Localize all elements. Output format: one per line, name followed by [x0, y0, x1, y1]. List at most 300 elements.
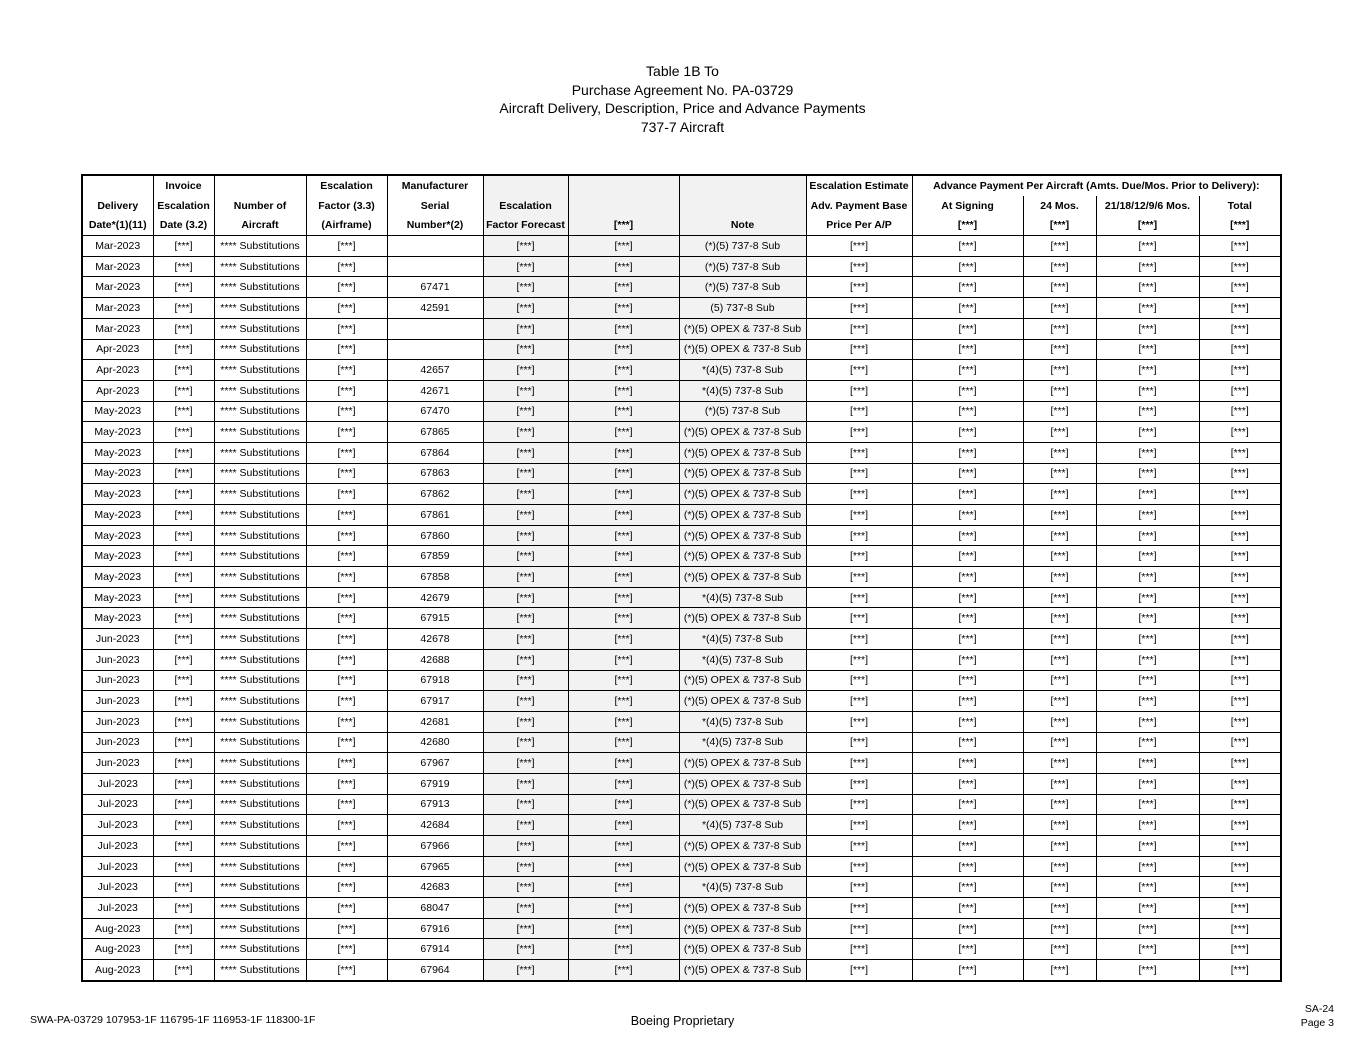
table-cell: [***]	[568, 298, 679, 319]
table-cell: [***]	[912, 711, 1023, 732]
table-cell: [***]	[806, 939, 912, 960]
table-cell: [***]	[1096, 773, 1199, 794]
table-cell: [***]	[1023, 670, 1096, 691]
header-cell	[568, 175, 679, 196]
table-cell: [***]	[568, 401, 679, 422]
table-cell: (*)(5) OPEX & 737-8 Sub	[679, 442, 806, 463]
table-cell: Jul-2023	[82, 794, 153, 815]
table-cell: Aug-2023	[82, 960, 153, 981]
table-cell: [***]	[1096, 649, 1199, 670]
table-cell: [***]	[1023, 649, 1096, 670]
table-cell: Jul-2023	[82, 856, 153, 877]
table-cell: *(4)(5) 737-8 Sub	[679, 587, 806, 608]
table-cell: [***]	[568, 463, 679, 484]
table-cell: [***]	[806, 546, 912, 567]
table-cell: (*)(5) OPEX & 737-8 Sub	[679, 898, 806, 919]
table-cell: [***]	[306, 505, 387, 526]
table-cell: [***]	[1096, 815, 1199, 836]
table-cell: [***]	[1023, 732, 1096, 753]
table-cell: Jun-2023	[82, 691, 153, 712]
table-cell: [***]	[1023, 256, 1096, 277]
table-cell: (*)(5) 737-8 Sub	[679, 277, 806, 298]
table-cell: [***]	[483, 918, 568, 939]
table-cell: [***]	[1096, 960, 1199, 981]
table-cell: [***]	[1199, 732, 1281, 753]
table-cell: [***]	[483, 567, 568, 588]
table-cell: [***]	[806, 691, 912, 712]
table-cell: [***]	[912, 298, 1023, 319]
table-cell: [***]	[306, 380, 387, 401]
table-row	[82, 732, 1281, 753]
table-cell: [***]	[483, 815, 568, 836]
table-cell: [***]	[1096, 629, 1199, 650]
table-cell: [***]	[806, 794, 912, 815]
table-cell: **** Substitutions	[214, 442, 306, 463]
table-cell: May-2023	[82, 546, 153, 567]
table-cell: May-2023	[82, 422, 153, 443]
table-cell: [***]	[1199, 463, 1281, 484]
table-cell: [***]	[1199, 360, 1281, 381]
table-cell: [***]	[912, 856, 1023, 877]
table-cell: **** Substitutions	[214, 277, 306, 298]
table-row	[82, 691, 1281, 712]
table-cell: **** Substitutions	[214, 918, 306, 939]
table-row	[82, 898, 1281, 919]
table-cell: [***]	[1199, 608, 1281, 629]
table-row	[82, 836, 1281, 857]
table-cell: [***]	[483, 939, 568, 960]
table-cell: (*)(5) OPEX & 737-8 Sub	[679, 525, 806, 546]
table-cell: 42657	[387, 360, 483, 381]
table-row	[82, 318, 1281, 339]
table-cell: 42681	[387, 711, 483, 732]
table-cell: [***]	[568, 277, 679, 298]
table-cell: [***]	[912, 546, 1023, 567]
table-cell: **** Substitutions	[214, 298, 306, 319]
table-cell: [***]	[568, 442, 679, 463]
header-cell: Factor (3.3)	[306, 196, 387, 216]
table-cell: May-2023	[82, 525, 153, 546]
table-cell: [***]	[1199, 691, 1281, 712]
table-cell: [***]	[912, 794, 1023, 815]
table-cell: [***]	[483, 484, 568, 505]
header-cell: Escalation	[153, 196, 214, 216]
table-cell: [***]	[153, 608, 214, 629]
table-cell: 42688	[387, 649, 483, 670]
table-cell: (5) 737-8 Sub	[679, 298, 806, 319]
table-cell: [***]	[483, 732, 568, 753]
table-cell: **** Substitutions	[214, 339, 306, 360]
header-cell: Invoice	[153, 175, 214, 196]
table-cell: [***]	[483, 670, 568, 691]
table-cell: [***]	[1023, 380, 1096, 401]
table-cell: [***]	[806, 380, 912, 401]
table-cell: [***]	[1199, 629, 1281, 650]
table-cell	[387, 339, 483, 360]
footer-sa-number: SA-24	[1304, 1003, 1334, 1015]
table-cell: [***]	[1199, 960, 1281, 981]
table-cell: [***]	[1023, 546, 1096, 567]
table-cell: [***]	[1023, 691, 1096, 712]
table-cell: [***]	[1023, 629, 1096, 650]
table-cell: [***]	[1199, 442, 1281, 463]
table-cell: [***]	[306, 670, 387, 691]
table-cell: [***]	[1023, 877, 1096, 898]
table-cell: May-2023	[82, 484, 153, 505]
table-cell: [***]	[806, 525, 912, 546]
table-cell: Apr-2023	[82, 380, 153, 401]
table-cell: [***]	[306, 836, 387, 857]
table-cell: [***]	[1096, 918, 1199, 939]
table-cell: [***]	[1096, 836, 1199, 857]
table-cell: 67865	[387, 422, 483, 443]
table-cell: [***]	[912, 732, 1023, 753]
table-cell: [***]	[568, 567, 679, 588]
table-cell: [***]	[806, 711, 912, 732]
table-row	[82, 256, 1281, 277]
table-cell: [***]	[153, 691, 214, 712]
table-cell: [***]	[306, 691, 387, 712]
header-cell: Adv. Payment Base	[806, 196, 912, 216]
table-cell: [***]	[153, 525, 214, 546]
table-cell: [***]	[1199, 484, 1281, 505]
table-cell	[387, 236, 483, 257]
table-row	[82, 525, 1281, 546]
table-cell: [***]	[483, 649, 568, 670]
table-cell: Mar-2023	[82, 298, 153, 319]
table-cell: [***]	[1023, 918, 1096, 939]
table-cell: 67966	[387, 836, 483, 857]
table-cell: 42671	[387, 380, 483, 401]
table-cell: Mar-2023	[82, 318, 153, 339]
table-cell: [***]	[1096, 877, 1199, 898]
table-row	[82, 918, 1281, 939]
table-cell: [***]	[1199, 318, 1281, 339]
header-cell: At Signing	[912, 196, 1023, 216]
table-cell: (*)(5) OPEX & 737-8 Sub	[679, 318, 806, 339]
table-cell: [***]	[153, 546, 214, 567]
table-cell: [***]	[153, 670, 214, 691]
table-cell: [***]	[483, 794, 568, 815]
table-cell: 67470	[387, 401, 483, 422]
table-cell: [***]	[153, 711, 214, 732]
table-cell: **** Substitutions	[214, 505, 306, 526]
table-cell: May-2023	[82, 401, 153, 422]
table-cell: **** Substitutions	[214, 567, 306, 588]
table-cell: [***]	[1096, 898, 1199, 919]
table-cell: **** Substitutions	[214, 236, 306, 257]
table-cell: **** Substitutions	[214, 649, 306, 670]
table-cell: **** Substitutions	[214, 877, 306, 898]
header-cell	[679, 196, 806, 216]
table-cell: (*)(5) 737-8 Sub	[679, 401, 806, 422]
table-cell: [***]	[306, 815, 387, 836]
table-cell: [***]	[912, 256, 1023, 277]
table-cell: [***]	[483, 277, 568, 298]
table-cell: [***]	[1199, 298, 1281, 319]
table-cell: [***]	[153, 484, 214, 505]
table-cell: [***]	[568, 898, 679, 919]
table-cell: 67967	[387, 753, 483, 774]
table-cell: [***]	[153, 732, 214, 753]
table-cell: **** Substitutions	[214, 815, 306, 836]
table-cell: [***]	[306, 753, 387, 774]
table-cell: [***]	[568, 236, 679, 257]
table-cell: **** Substitutions	[214, 732, 306, 753]
table-cell: (*)(5) OPEX & 737-8 Sub	[679, 608, 806, 629]
table-row	[82, 753, 1281, 774]
table-cell	[387, 256, 483, 277]
table-cell: [***]	[1199, 815, 1281, 836]
header-cell	[214, 175, 306, 196]
table-cell: 42684	[387, 815, 483, 836]
table-cell: [***]	[483, 298, 568, 319]
table-cell: 67864	[387, 442, 483, 463]
table-cell: [***]	[1023, 401, 1096, 422]
table-cell: 67863	[387, 463, 483, 484]
advance-payment-header: Advance Payment Per Aircraft (Amts. Due/Mos. Prior to Delivery):	[912, 175, 1281, 196]
header-cell: Date*(1)(11)	[82, 215, 153, 235]
table-cell: **** Substitutions	[214, 856, 306, 877]
table-cell: [***]	[1096, 256, 1199, 277]
header-cell: [***]	[1199, 215, 1281, 235]
table-cell: [***]	[1096, 463, 1199, 484]
table-cell: Jul-2023	[82, 815, 153, 836]
table-cell: 67860	[387, 525, 483, 546]
table-cell: [***]	[306, 318, 387, 339]
table-cell: May-2023	[82, 567, 153, 588]
table-cell: [***]	[1096, 753, 1199, 774]
table-cell: **** Substitutions	[214, 898, 306, 919]
table-cell: [***]	[306, 401, 387, 422]
table-row	[82, 711, 1281, 732]
table-cell: [***]	[568, 773, 679, 794]
table-cell: *(4)(5) 737-8 Sub	[679, 360, 806, 381]
table-cell: [***]	[1199, 277, 1281, 298]
table-cell: [***]	[153, 505, 214, 526]
table-cell: [***]	[912, 236, 1023, 257]
table-cell: **** Substitutions	[214, 525, 306, 546]
table-cell: [***]	[153, 277, 214, 298]
table-cell: [***]	[568, 753, 679, 774]
table-cell: [***]	[1023, 298, 1096, 319]
table-cell: [***]	[806, 339, 912, 360]
table-cell: [***]	[912, 939, 1023, 960]
table-cell: *(4)(5) 737-8 Sub	[679, 380, 806, 401]
table-cell: [***]	[568, 918, 679, 939]
table-cell: (*)(5) OPEX & 737-8 Sub	[679, 773, 806, 794]
table-cell: [***]	[153, 815, 214, 836]
header-cell: [***]	[912, 215, 1023, 235]
table-cell: [***]	[1096, 587, 1199, 608]
header-cell: [***]	[1023, 215, 1096, 235]
table-cell: **** Substitutions	[214, 753, 306, 774]
table-cell: [***]	[1096, 711, 1199, 732]
table-cell: [***]	[806, 732, 912, 753]
table-cell: Aug-2023	[82, 939, 153, 960]
table-cell: [***]	[806, 298, 912, 319]
header-cell: Date (3.2)	[153, 215, 214, 235]
table-cell: [***]	[1096, 525, 1199, 546]
header-cell: 24 Mos.	[1023, 196, 1096, 216]
table-cell: [***]	[1096, 567, 1199, 588]
table-cell: [***]	[153, 773, 214, 794]
table-cell: 67917	[387, 691, 483, 712]
table-cell: 42678	[387, 629, 483, 650]
table-cell: [***]	[1096, 732, 1199, 753]
table-cell: [***]	[153, 960, 214, 981]
table-cell: [***]	[1199, 546, 1281, 567]
table-cell: (*)(5) OPEX & 737-8 Sub	[679, 339, 806, 360]
table-cell: *(4)(5) 737-8 Sub	[679, 815, 806, 836]
table-cell: *(4)(5) 737-8 Sub	[679, 711, 806, 732]
table-cell: [***]	[1096, 236, 1199, 257]
table-cell: [***]	[153, 794, 214, 815]
table-cell: [***]	[306, 773, 387, 794]
table-cell: [***]	[1199, 236, 1281, 257]
table-cell: [***]	[306, 298, 387, 319]
table-cell: May-2023	[82, 442, 153, 463]
header-cell: [***]	[1096, 215, 1199, 235]
table-cell: [***]	[912, 898, 1023, 919]
table-row	[82, 380, 1281, 401]
table-cell: [***]	[1023, 856, 1096, 877]
table-cell: [***]	[912, 608, 1023, 629]
table-cell: Mar-2023	[82, 256, 153, 277]
table-cell: Jul-2023	[82, 836, 153, 857]
header-cell: 21/18/12/9/6 Mos.	[1096, 196, 1199, 216]
table-cell: [***]	[483, 463, 568, 484]
table-cell: [***]	[912, 339, 1023, 360]
table-cell: [***]	[1023, 711, 1096, 732]
table-cell: [***]	[153, 567, 214, 588]
table-row	[82, 442, 1281, 463]
table-cell: [***]	[1199, 794, 1281, 815]
table-row	[82, 960, 1281, 981]
table-cell: [***]	[912, 318, 1023, 339]
table-cell: (*)(5) OPEX & 737-8 Sub	[679, 546, 806, 567]
table-cell: **** Substitutions	[214, 463, 306, 484]
table-cell: [***]	[1023, 960, 1096, 981]
table-cell: [***]	[1023, 753, 1096, 774]
table-cell: [***]	[1096, 442, 1199, 463]
table-cell: [***]	[483, 401, 568, 422]
table-cell: [***]	[806, 608, 912, 629]
table-cell: [***]	[1023, 567, 1096, 588]
table-cell: [***]	[806, 629, 912, 650]
table-cell: [***]	[153, 422, 214, 443]
header-cell: (Airframe)	[306, 215, 387, 235]
table-cell: [***]	[306, 463, 387, 484]
table-cell: [***]	[306, 339, 387, 360]
table-cell: [***]	[153, 236, 214, 257]
table-cell: **** Substitutions	[214, 836, 306, 857]
table-cell: [***]	[153, 298, 214, 319]
table-cell: [***]	[1023, 277, 1096, 298]
table-row	[82, 484, 1281, 505]
footer-page-number: Page 3	[1300, 1017, 1334, 1029]
table-cell: [***]	[1023, 939, 1096, 960]
table-cell: [***]	[483, 711, 568, 732]
table-cell: [***]	[306, 442, 387, 463]
table-row	[82, 360, 1281, 381]
table-cell: [***]	[483, 773, 568, 794]
table-cell: [***]	[306, 629, 387, 650]
table-cell: [***]	[1096, 794, 1199, 815]
table-cell: [***]	[153, 339, 214, 360]
table-cell: [***]	[1023, 525, 1096, 546]
table-cell: [***]	[568, 608, 679, 629]
table-cell: [***]	[568, 670, 679, 691]
table-cell: [***]	[1023, 587, 1096, 608]
table-cell: [***]	[1023, 236, 1096, 257]
table-cell: [***]	[1023, 339, 1096, 360]
table-cell: [***]	[912, 670, 1023, 691]
footer-reference: SWA-PA-03729 107953-1F 116795-1F 116953-1F 118300-1F	[30, 1014, 316, 1026]
table-cell: [***]	[806, 836, 912, 857]
table-cell: [***]	[153, 753, 214, 774]
table-cell: (*)(5) OPEX & 737-8 Sub	[679, 505, 806, 526]
table-cell: [***]	[306, 360, 387, 381]
table-cell: [***]	[306, 608, 387, 629]
table-cell: Jul-2023	[82, 898, 153, 919]
table-row	[82, 939, 1281, 960]
header-cell: Serial	[387, 196, 483, 216]
footer-proprietary: Boeing Proprietary	[630, 1014, 735, 1028]
table-cell: [***]	[1199, 670, 1281, 691]
table-cell: [***]	[1199, 380, 1281, 401]
table-cell: Jun-2023	[82, 670, 153, 691]
table-cell: 67964	[387, 960, 483, 981]
table-row	[82, 608, 1281, 629]
table-cell: [***]	[912, 815, 1023, 836]
table-cell: [***]	[483, 442, 568, 463]
table-cell: **** Substitutions	[214, 691, 306, 712]
header-cell: Escalation	[306, 175, 387, 196]
footer-page-info	[1301, 1002, 1334, 1030]
table-cell: [***]	[483, 753, 568, 774]
table-cell: [***]	[483, 422, 568, 443]
table-cell: Jun-2023	[82, 732, 153, 753]
table-cell: [***]	[483, 525, 568, 546]
table-cell: [***]	[912, 380, 1023, 401]
table-cell: Mar-2023	[82, 277, 153, 298]
table-cell: [***]	[912, 918, 1023, 939]
table-row	[82, 567, 1281, 588]
table-cell: [***]	[153, 360, 214, 381]
table-cell: [***]	[912, 649, 1023, 670]
header-cell: Delivery	[82, 196, 153, 216]
table-cell: [***]	[1199, 836, 1281, 857]
table-cell: [***]	[806, 773, 912, 794]
table-body	[82, 236, 1281, 981]
table-cell: **** Substitutions	[214, 939, 306, 960]
table-cell: [***]	[806, 649, 912, 670]
table-header	[82, 175, 1281, 236]
table-cell: (*)(5) OPEX & 737-8 Sub	[679, 918, 806, 939]
table-cell: 42591	[387, 298, 483, 319]
table-cell: [***]	[153, 401, 214, 422]
table-cell: [***]	[153, 318, 214, 339]
table-cell: [***]	[1023, 463, 1096, 484]
table-row	[82, 856, 1281, 877]
table-cell: 42683	[387, 877, 483, 898]
table-cell: [***]	[1199, 587, 1281, 608]
table-cell: Aug-2023	[82, 918, 153, 939]
table-cell: [***]	[568, 732, 679, 753]
table-cell: (*)(5) 737-8 Sub	[679, 256, 806, 277]
table-cell: [***]	[1096, 505, 1199, 526]
